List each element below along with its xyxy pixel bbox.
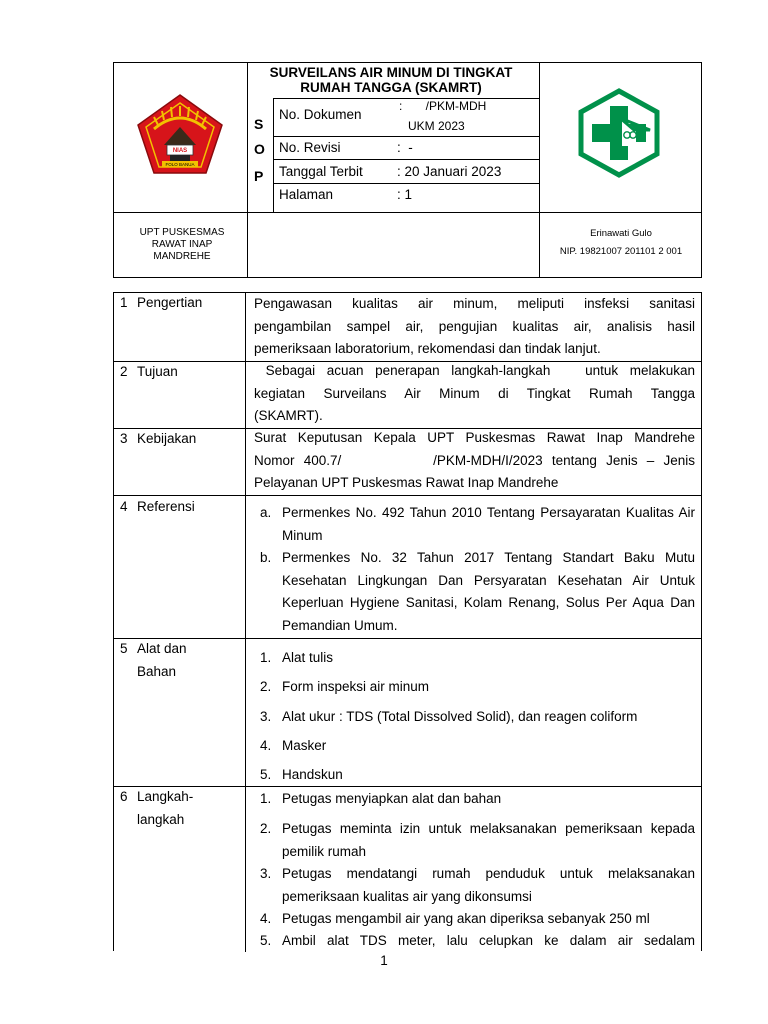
tool-text: Form inspeksi air minum bbox=[282, 679, 430, 695]
section-2-body bbox=[254, 360, 695, 428]
doc-number-value: : /PKM-MDH bbox=[399, 99, 487, 113]
section-4-number: 4 bbox=[120, 499, 128, 514]
step-item bbox=[254, 788, 695, 810]
section-1-line-2: pengambilan sampel air, pengujian kualitas air, analisis hasil bbox=[254, 318, 695, 334]
step-marker: 3. bbox=[260, 866, 272, 882]
reference-item bbox=[254, 502, 695, 547]
page-label: Halaman bbox=[279, 187, 334, 202]
step-text: Petugas menyiapkan alat dan bahan bbox=[282, 791, 502, 806]
step-item bbox=[254, 863, 695, 908]
section-2-number: 2 bbox=[120, 364, 128, 379]
section-3-line-1: Surat Keputusan Kepala UPT Puskesmas Rawat Inap Mandrehe bbox=[254, 430, 695, 445]
section-5-title: Alat dan bbox=[137, 641, 187, 656]
doc-number-year: UKM 2023 bbox=[408, 119, 465, 133]
reference-item bbox=[254, 547, 695, 637]
reference-marker: a. bbox=[260, 505, 272, 520]
document-title bbox=[247, 63, 535, 95]
step-marker: 4. bbox=[260, 911, 272, 927]
unit-name-line-3: MANDREHE bbox=[153, 251, 211, 262]
section-2-title: Tujuan bbox=[137, 364, 178, 379]
tool-item bbox=[254, 760, 695, 789]
section-6-title-cont: langkah bbox=[137, 812, 185, 827]
section-5-title-cont: Bahan bbox=[137, 664, 177, 679]
page-number: 1 bbox=[380, 953, 388, 968]
section-6-title: Langkah- bbox=[137, 789, 194, 804]
revision-value: : - bbox=[397, 140, 413, 155]
sop-content-table bbox=[113, 292, 702, 951]
section-4-title: Referensi bbox=[137, 499, 195, 514]
section-2-label bbox=[120, 360, 240, 383]
tool-text: Masker bbox=[282, 737, 327, 753]
sop-letter-p: P bbox=[254, 168, 264, 184]
tool-marker: 1. bbox=[260, 650, 272, 665]
step-item bbox=[254, 930, 695, 952]
regency-emblem-icon bbox=[134, 93, 226, 175]
title-line-1: SURVEILANS AIR MINUM DI TINGKAT bbox=[269, 65, 513, 80]
section-2-line-2: kegiatan Surveilans Air Minum di Tingkat Rumah Tangga bbox=[254, 385, 695, 401]
step-text: Ambil alat TDS meter, lalu celupkan ke dalam air sedalam bbox=[282, 933, 695, 949]
section-6-number: 6 bbox=[120, 789, 128, 804]
tool-item bbox=[254, 702, 695, 731]
section-3-line-2: Nomor 400.7/ /PKM-MDH/I/2023 tentang Jenis – Jenis bbox=[254, 452, 695, 468]
reference-marker: b. bbox=[260, 550, 272, 565]
step-marker: 5. bbox=[260, 933, 272, 949]
section-1-line-3: pemeriksaan laboratorium, rekomendasi dan tindak lanjut. bbox=[254, 341, 601, 356]
unit-name-line-2: RAWAT INAP bbox=[151, 239, 213, 250]
title-line-2: RUMAH TANGGA (SKAMRT) bbox=[300, 80, 482, 95]
section-4-label bbox=[120, 495, 240, 518]
section-3-label bbox=[120, 427, 240, 450]
step-marker: 2. bbox=[260, 821, 272, 837]
section-1-body bbox=[254, 293, 695, 361]
tool-text: Handskun bbox=[282, 767, 343, 783]
reference-text: Permenkes No. 492 Tahun 2010 Tentang Persayaratan Kualitas Air Minum bbox=[282, 505, 695, 543]
section-6-body bbox=[254, 788, 695, 953]
tool-text: Alat tulis bbox=[282, 650, 334, 665]
tool-marker: 3. bbox=[260, 708, 272, 724]
section-3-title: Kebijakan bbox=[137, 431, 197, 446]
section-3-number: 3 bbox=[120, 431, 128, 446]
sop-letter-o: O bbox=[254, 141, 265, 157]
puskesmas-cross-icon bbox=[574, 88, 664, 178]
tool-marker: 2. bbox=[260, 679, 272, 695]
section-3-line-3: Pelayanan UPT Puskesmas Rawat Inap Mandrehe bbox=[254, 475, 559, 490]
tool-marker: 4. bbox=[260, 737, 272, 753]
section-5-body bbox=[254, 643, 695, 789]
section-1-label bbox=[120, 291, 240, 314]
section-5-number: 5 bbox=[120, 641, 128, 656]
signer-name: Erinawati Gulo bbox=[590, 228, 652, 239]
step-marker: 1. bbox=[260, 791, 272, 806]
tool-item bbox=[254, 672, 695, 701]
section-2-line-3: (SKAMRT). bbox=[254, 408, 323, 423]
reference-text: Permenkes No. 32 Tahun 2017 Tentang Standart Baku Mutu Kesehatan Lingkungan Dan Persyaratan Kesehatan Air Untuk Keperluan Hygiene Sanitasi, Kolam Renang, Solus Per Aqua Dan Pemandian Umum. bbox=[282, 550, 695, 633]
section-5-label bbox=[120, 637, 240, 683]
step-text: Petugas meminta izin untuk melaksanakan pemeriksaan kepada pemilik rumah bbox=[282, 821, 695, 859]
issue-date-value: : 20 Januari 2023 bbox=[397, 164, 502, 179]
signer-nip: NIP. 19821007 201101 2 001 bbox=[559, 246, 683, 257]
regency-logo-text-2: FOLO BANUA bbox=[165, 162, 195, 167]
section-4-body bbox=[254, 502, 695, 637]
page-value: : 1 bbox=[397, 187, 413, 202]
step-item bbox=[254, 908, 695, 930]
section-6-label bbox=[120, 785, 240, 831]
section-3-body bbox=[254, 427, 695, 495]
signer-block bbox=[540, 225, 702, 261]
unit-name bbox=[119, 227, 245, 263]
unit-name-line-1: UPT PUSKESMAS bbox=[139, 227, 225, 238]
step-item bbox=[254, 818, 695, 863]
tool-item bbox=[254, 731, 695, 760]
sop-header-table bbox=[113, 62, 702, 278]
section-2-line-1: Sebagai acuan penerapan langkah-langkah untuk melakukan bbox=[254, 363, 695, 378]
regency-logo-text-1: NIAS bbox=[172, 148, 188, 154]
puskesmas-logo bbox=[574, 88, 664, 178]
step-text: Petugas mendatangi rumah penduduk untuk melaksanakan pemeriksaan kualitas air yang dikonsumsi bbox=[282, 866, 695, 904]
sop-letter-s: S bbox=[254, 116, 264, 132]
section-1-line-1: Pengawasan kualitas air minum, meliputi insfeksi sanitasi bbox=[254, 296, 695, 311]
regency-logo bbox=[134, 93, 226, 175]
section-1-title: Pengertian bbox=[137, 295, 203, 310]
revision-label: No. Revisi bbox=[279, 140, 341, 155]
tool-marker: 5. bbox=[260, 767, 272, 783]
step-text: Petugas mengambil air yang akan diperiksa sebanyak 250 ml bbox=[282, 911, 650, 927]
tool-text: Alat ukur : TDS (Total Dissolved Solid), dan reagen coliform bbox=[282, 708, 638, 724]
tool-item bbox=[254, 643, 695, 672]
issue-date-label: Tanggal Terbit bbox=[279, 164, 363, 179]
section-1-number: 1 bbox=[120, 295, 128, 310]
doc-number-label: No. Dokumen bbox=[279, 107, 362, 122]
